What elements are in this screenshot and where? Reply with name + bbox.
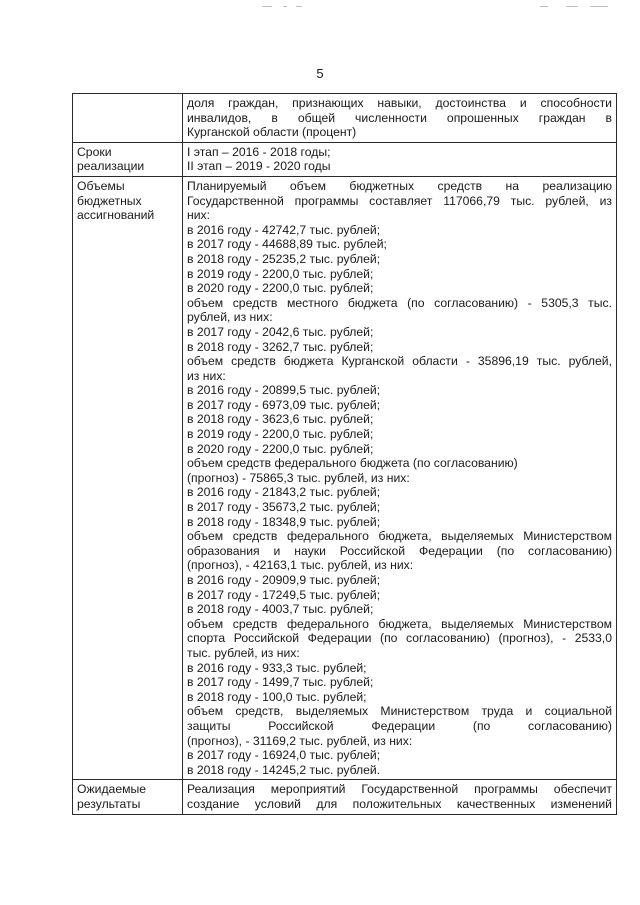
row-label-cell <box>73 142 183 176</box>
row-content-line: в 2018 году - 18348,9 тыс. рублей; <box>187 514 381 529</box>
row-content-line: доля граждан, признающих навыки, достоинства и способности <box>187 96 612 110</box>
row-content-line: объем средств федерального бюджета, выделяемых Министерством <box>187 616 612 631</box>
row-content-cell <box>183 94 617 143</box>
table-row <box>73 780 617 814</box>
row-content-line: инвалидов, в общей численности опрошенных граждан в <box>187 110 612 125</box>
row-content-cell <box>183 142 617 176</box>
row-content-line: в 2019 году - 2200,0 тыс. рублей; <box>187 266 374 281</box>
table-row <box>73 142 617 176</box>
row-content-line: в 2018 году - 4003,7 тыс. рублей; <box>187 602 374 617</box>
row-content-line: в 2017 году - 2042,6 тыс. рублей; <box>187 324 374 339</box>
row-label-cell <box>73 176 183 779</box>
row-content-line: (прогноз), - 42163,1 тыс. рублей, из них: <box>187 558 414 573</box>
row-content-line: в 2016 году - 20899,5 тыс. рублей; <box>187 383 381 398</box>
row-content-line: из них: <box>187 368 226 383</box>
row-content-line: создание условий для положительных качественных изменений <box>187 796 612 811</box>
page-number: 5 <box>316 66 324 81</box>
row-content-line: объем средств федерального бюджета (по согласованию) <box>187 456 518 471</box>
passport-table-body <box>73 94 617 815</box>
row-content-line: (прогноз) - 75865,3 тыс. рублей, из них: <box>187 470 410 485</box>
row-content-line: в 2016 году - 933,3 тыс. рублей; <box>187 660 367 675</box>
row-content-line: в 2016 году - 20909,9 тыс. рублей; <box>187 573 381 587</box>
row-content-line: в 2017 году - 17249,5 тыс. рублей; <box>187 587 381 602</box>
scan-artifacts <box>0 6 640 12</box>
row-content-line: спорта Российской Федерации (по согласованию) (прогноз), - 2533,0 <box>187 631 612 646</box>
row-content-line: защиты Российской Федерации (по согласованию) <box>187 718 612 733</box>
row-content-line: в 2020 году - 2200,0 тыс. рублей; <box>187 441 374 456</box>
row-content-line: тыс. рублей, из них: <box>187 645 300 660</box>
row-content-line: в 2019 году - 2200,0 тыс. рублей; <box>187 427 374 442</box>
row-content-line: в 2018 году - 3262,7 тыс. рублей; <box>187 339 374 354</box>
row-content-line: объем средств федерального бюджета, выделяемых Министерством <box>187 529 612 544</box>
row-content-line: в 2018 году - 100,0 тыс. рублей; <box>187 689 367 704</box>
row-content-cell <box>183 780 617 814</box>
row-content-line: Курганской области (процент) <box>187 125 357 140</box>
table-row <box>73 94 617 143</box>
row-label-line: Сроки <box>77 144 112 159</box>
row-content-line: (прогноз), - 31169,2 тыс. рублей, из них: <box>187 733 413 748</box>
row-content-line: Государственной программы составляет 117066,79 тыс. рублей, из <box>187 193 612 208</box>
row-label-cell <box>73 780 183 814</box>
row-label-line: реализации <box>77 159 145 174</box>
row-label-line: бюджетных <box>77 193 142 208</box>
row-content-line: в 2017 году - 6973,09 тыс. рублей; <box>187 397 381 412</box>
row-content-line: в 2018 году - 3623,6 тыс. рублей; <box>187 412 374 427</box>
row-content-line: образования и науки Российской Федерации (по согласованию) <box>187 543 612 558</box>
row-content-line: рублей, из них: <box>187 310 273 325</box>
row-content-line: в 2017 году - 1499,7 тыс. рублей; <box>187 675 374 690</box>
row-content-cell <box>183 176 617 779</box>
row-content-line: Реализация мероприятий Государственной программы обеспечит <box>187 782 612 797</box>
row-content-line: II этап – 2019 - 2020 годы <box>187 159 331 174</box>
passport-table <box>72 93 617 815</box>
row-label-cell <box>73 94 183 143</box>
row-content-line: в 2016 году - 42742,7 тыс. рублей; <box>187 222 381 237</box>
row-label-line: Объемы <box>77 178 125 193</box>
row-content-line: объем средств бюджета Курганской области - 35896,19 тыс. рублей, <box>187 354 612 369</box>
row-content-line: Планируемый объем бюджетных средств на реализацию <box>187 178 612 193</box>
row-content-line: в 2017 году - 35673,2 тыс. рублей; <box>187 500 381 515</box>
row-content-line: в 2017 году - 16924,0 тыс. рублей; <box>187 748 381 763</box>
row-content-line: них: <box>187 208 211 223</box>
row-content-line: в 2018 году - 25235,2 тыс. рублей; <box>187 251 381 266</box>
row-content-line: в 2017 году - 44688,89 тыс. рублей; <box>187 237 387 252</box>
row-content-line: в 2016 году - 21843,2 тыс. рублей; <box>187 485 381 500</box>
row-label-line: Ожидаемые <box>77 782 147 797</box>
row-content-line: в 2018 году - 14245,2 тыс. рублей. <box>187 762 381 777</box>
row-content-line: I этап – 2016 - 2018 годы; <box>187 144 331 159</box>
row-label-line: ассигнований <box>77 208 155 223</box>
row-label-line: результаты <box>77 796 141 811</box>
row-content-line: объем средств, выделяемых Министерством труда и социальной <box>187 704 612 719</box>
row-content-line: в 2020 году - 2200,0 тыс. рублей; <box>187 281 374 296</box>
table-row <box>73 176 617 779</box>
row-content-line: объем средств местного бюджета (по согласованию) - 5305,3 тыс. <box>187 295 612 310</box>
